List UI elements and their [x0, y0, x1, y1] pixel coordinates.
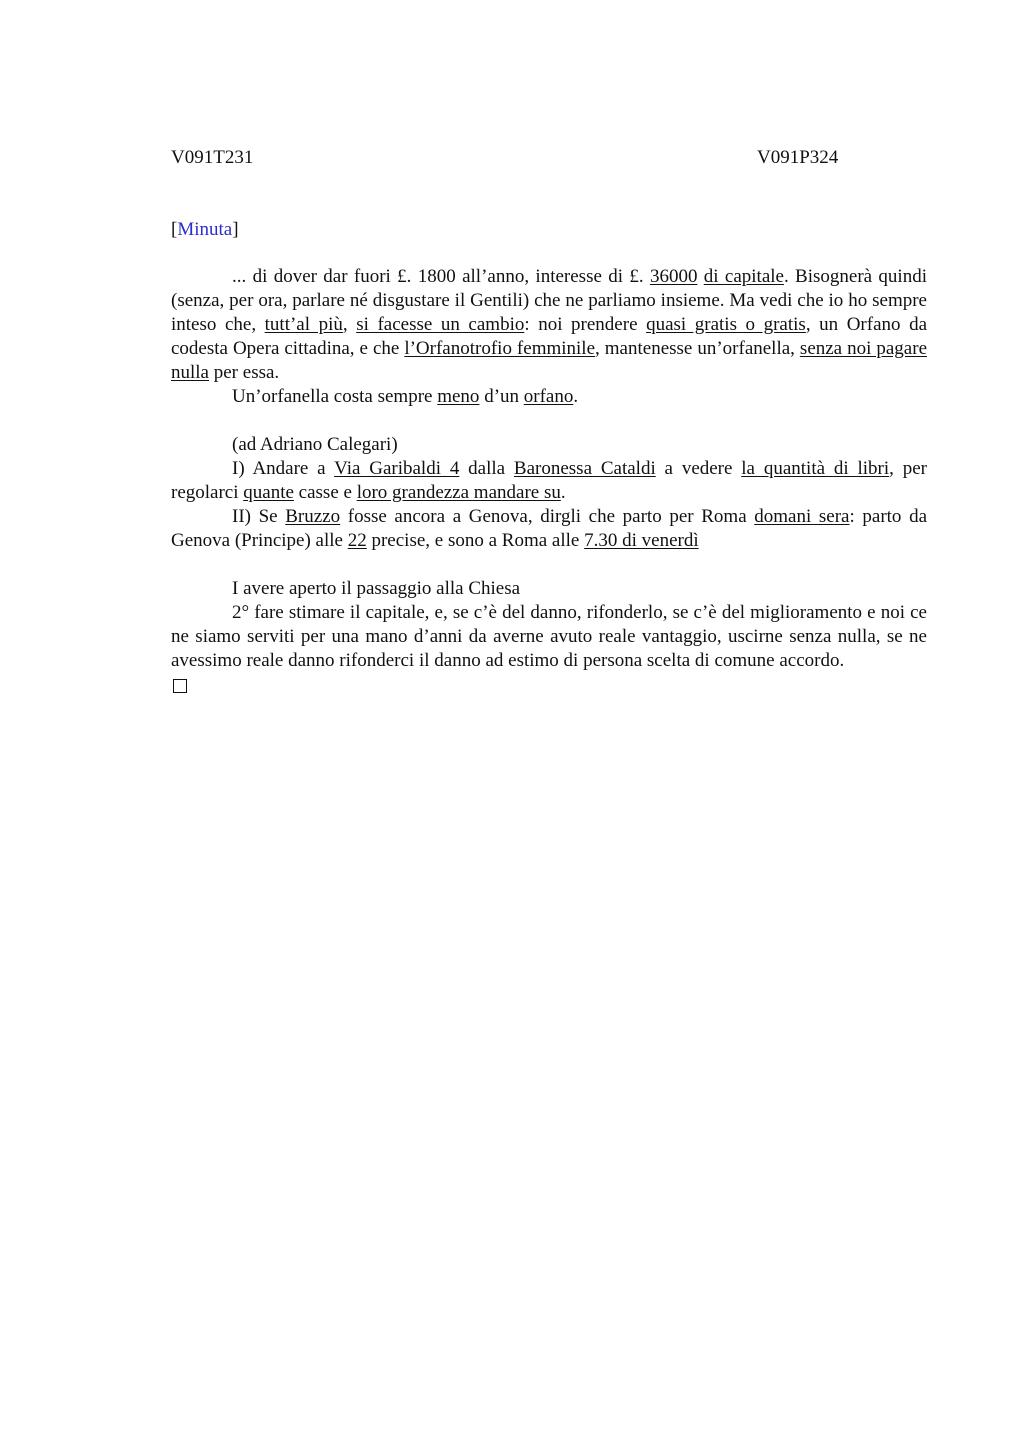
text-run: I) Andare a	[232, 458, 335, 479]
text-run: , un Orfano da codesta Opera cittadina, e che	[171, 314, 928, 359]
text-run: per essa.	[209, 362, 280, 383]
underlined-text: loro grandezza mandare su	[356, 482, 561, 503]
text-run: I avere aperto il passaggio alla Chiesa	[232, 578, 521, 599]
underlined-text: orfano	[523, 386, 574, 407]
paragraph-2	[171, 385, 927, 409]
underlined-text: quante	[243, 482, 294, 503]
letter-body	[171, 265, 927, 693]
underlined-text: meno	[437, 386, 480, 407]
underlined-text: 7.30 di venerdì	[584, 530, 699, 551]
text-run: a vedere	[655, 458, 742, 479]
text-run: : noi prendere	[524, 314, 647, 335]
paragraph-4	[171, 457, 927, 505]
paragraph-3	[171, 433, 927, 457]
underlined-text: senza noi pagare nulla	[171, 338, 928, 383]
paragraph-6	[171, 577, 927, 601]
text-run: .	[560, 482, 566, 503]
text-run: .	[573, 386, 579, 407]
text-run: fosse ancora a Genova, dirgli che parto per Roma	[340, 506, 755, 527]
paragraph-spacer	[171, 553, 927, 577]
text-run: Un’orfanella costa sempre	[232, 386, 438, 407]
underlined-text: la quantità di libri	[741, 458, 890, 479]
underlined-text: si facesse un cambio	[356, 314, 525, 335]
document-header	[171, 146, 927, 170]
document-code-right: V091P324	[757, 147, 839, 168]
underlined-text: 36000	[649, 266, 698, 287]
underlined-text: quasi gratis o gratis	[646, 314, 806, 335]
text-run: ,	[342, 314, 357, 335]
minuta-link[interactable]: Minuta	[177, 219, 233, 240]
underlined-text: 22	[347, 530, 367, 551]
text-run: precise, e sono a Roma alle	[366, 530, 585, 551]
underlined-text: Via Garibaldi 4	[334, 458, 460, 479]
paragraph-spacer	[171, 409, 927, 433]
text-run: ... di dover dar fuori £. 1800 all’anno, interesse di £.	[232, 266, 650, 287]
underlined-text: di capitale	[703, 266, 784, 287]
text-run: : parto da Genova (Principe) alle	[171, 506, 927, 551]
underlined-text: l’Orfanotrofio femminile	[404, 338, 596, 359]
document-code-left: V091T231	[171, 147, 254, 168]
text-run: casse e	[293, 482, 357, 503]
paragraph-5	[171, 505, 927, 553]
minuta-close-bracket: ]	[232, 219, 239, 240]
paragraph-1	[171, 265, 927, 385]
text-run: dalla	[459, 458, 514, 479]
end-marker-box-icon	[173, 679, 187, 693]
underlined-text: tutt’al più	[264, 314, 343, 335]
text-run: . Bisognerà quindi (senza, per ora, parlare né disgustare il Gentili) che ne parliamo insieme. Ma vedi che io ho sempre inteso che,	[171, 266, 927, 335]
underlined-text: Bruzzo	[285, 506, 341, 527]
underlined-text: Baronessa Cataldi	[513, 458, 656, 479]
text-run: , per regolarci	[171, 458, 927, 503]
paragraph-7	[171, 601, 927, 673]
addressee-note: (ad Adriano Calegari)	[232, 434, 398, 455]
text-run: d’un	[479, 386, 524, 407]
text-run: II) Se	[232, 506, 286, 527]
text-run: 2° fare stimare il capitale, e, se c’è del danno, rifonderlo, se c’è del miglioramento e noi ce ne siamo serviti per una mano d’anni da averne avuto reale vantaggio, uscirne senza nulla, se ne avessimo reale danno rifonderci il danno ad estimo di persona scelta di comune accordo.	[171, 602, 927, 671]
text-run: , mantenesse un’orfanella,	[595, 338, 800, 359]
minuta-open-bracket: [	[171, 219, 178, 240]
underlined-text: domani sera	[754, 506, 850, 527]
minuta-label	[171, 218, 239, 242]
